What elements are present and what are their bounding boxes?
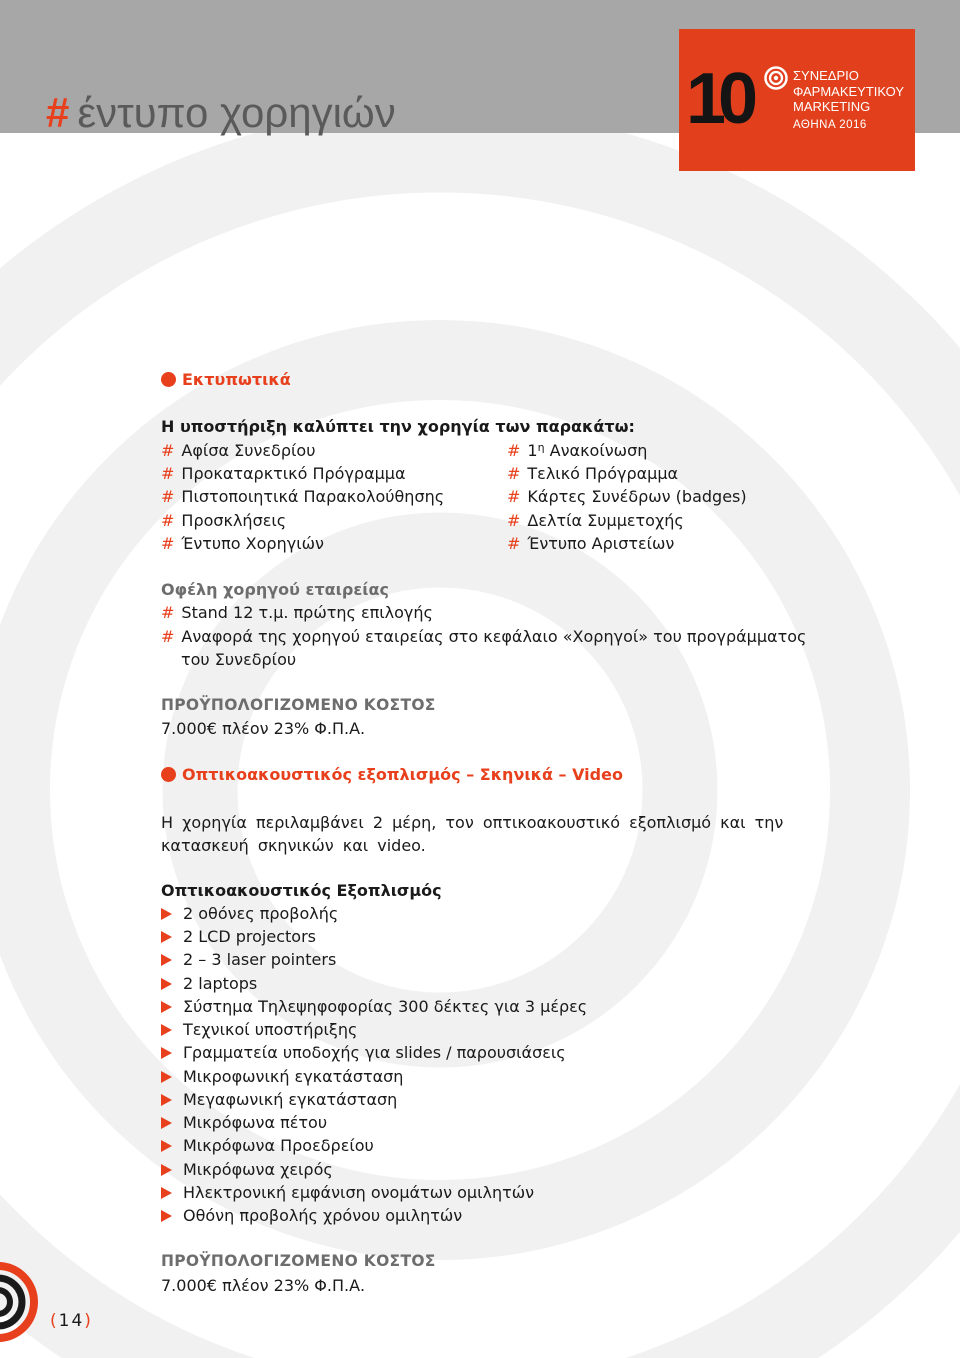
triangle-bullet-icon xyxy=(161,1117,172,1129)
hash-icon: # xyxy=(161,603,175,622)
section-heading-av xyxy=(161,765,623,784)
triangle-bullet-icon xyxy=(161,1210,172,1222)
list-item: # Προκαταρκτικό Πρόγραμμα xyxy=(161,464,406,483)
hash-icon: # xyxy=(161,511,175,530)
logo-text xyxy=(793,68,904,133)
triangle-bullet-icon xyxy=(161,1187,172,1199)
cost-value: 7.000€ πλέον 23% Φ.Π.Α. xyxy=(161,1276,366,1295)
list-item: # Έντυπο Χορηγιών xyxy=(161,534,324,553)
av-paragraph: Η χορηγία περιλαμβάνει 2 μέρη, τον οπτικοακουστικό εξοπλισμό και την κατασκευή σκηνικών και video. xyxy=(161,813,784,855)
list-item: # Προσκλήσεις xyxy=(161,511,287,530)
equipment-item: Οθόνη προβολής χρόνου ομιλητών xyxy=(161,1206,462,1225)
benefit-item: # Stand 12 τ.μ. πρώτης επιλογής xyxy=(161,603,433,622)
list-item: # $1^\eta$ Ανακοίνωση xyxy=(507,441,648,460)
list-item: # Πιστοποιητικά Παρακολούθησης xyxy=(161,487,445,506)
triangle-bullet-icon xyxy=(161,931,172,943)
triangle-bullet-icon xyxy=(161,1164,172,1176)
logo-location: ΑΘΗΝΑ 2016 xyxy=(793,118,867,131)
cost-heading: ΠΡΟΫΠΟΛΟΓΙΖΟΜΕΝΟ ΚΟΣΤΟΣ xyxy=(161,696,436,714)
equipment-item: Μικρόφωνα πέτου xyxy=(161,1113,327,1132)
triangle-bullet-icon xyxy=(161,978,172,990)
title-text: έντυπο χορηγιών xyxy=(77,89,396,136)
hash-icon: # xyxy=(507,441,521,460)
triangle-bullet-icon xyxy=(161,1047,172,1059)
page-title xyxy=(46,89,396,136)
section-heading-text: Οπτικοακουστικός εξοπλισμός – Σκηνικά – Video xyxy=(182,765,623,784)
page-number: (14) xyxy=(50,1311,93,1331)
equipment-item: Γραμματεία υποδοχής για slides / παρουσιάσεις xyxy=(161,1043,566,1062)
logo-number: 10 xyxy=(686,59,751,139)
list-item: # Έντυπο Αριστείων xyxy=(507,534,675,553)
equipment-item: 2 – 3 laser pointers xyxy=(161,950,336,969)
bullet-dot-icon xyxy=(161,372,176,387)
section-heading-print xyxy=(161,370,291,389)
cost-heading: ΠΡΟΫΠΟΛΟΓΙΖΟΜΕΝΟ ΚΟΣΤΟΣ xyxy=(161,1252,436,1270)
triangle-bullet-icon xyxy=(161,908,172,920)
equipment-item: Μικρόφωνα Προεδρείου xyxy=(161,1136,374,1155)
bullet-dot-icon xyxy=(161,767,176,782)
equipment-item: 2 laptops xyxy=(161,974,257,993)
benefits-heading: Οφέλη χορηγού εταιρείας xyxy=(161,580,389,599)
list-item: # Αφίσα Συνεδρίου xyxy=(161,441,316,460)
triangle-bullet-icon xyxy=(161,1140,172,1152)
footer-target-icon xyxy=(0,1256,40,1348)
equipment-item: Τεχνικοί υποστήριξης xyxy=(161,1020,357,1039)
triangle-bullet-icon xyxy=(161,1071,172,1083)
hash-icon: # xyxy=(507,534,521,553)
conference-logo xyxy=(679,29,915,171)
equipment-heading: Οπτικοακουστικός Εξοπλισμός xyxy=(161,881,442,900)
target-icon xyxy=(764,66,788,90)
hash-icon: # xyxy=(161,464,175,483)
logo-line: ΣΥΝΕΔΡΙΟ xyxy=(793,68,859,83)
hash-icon: # xyxy=(161,487,175,506)
list-item: # Κάρτες Συνέδρων (badges) xyxy=(507,487,747,506)
equipment-item: Σύστημα Τηλεψηφοφορίας 300 δέκτες για 3 μέρες xyxy=(161,997,587,1016)
equipment-item: Μικροφωνική εγκατάσταση xyxy=(161,1067,403,1086)
hash-icon: # xyxy=(507,464,521,483)
hash-icon: # xyxy=(507,487,521,506)
triangle-bullet-icon xyxy=(161,954,172,966)
hash-icon: # xyxy=(161,441,175,460)
triangle-bullet-icon xyxy=(161,1094,172,1106)
section-heading-text: Εκτυπωτικά xyxy=(182,370,291,389)
benefit-continuation: του Συνεδρίου xyxy=(181,650,297,669)
logo-line: MARKETING xyxy=(793,99,871,114)
equipment-item: Μικρόφωνα χειρός xyxy=(161,1160,333,1179)
equipment-item: 2 οθόνες προβολής xyxy=(161,904,338,923)
equipment-item: Ηλεκτρονική εμφάνιση ονομάτων ομιλητών xyxy=(161,1183,534,1202)
hash-icon: # xyxy=(507,511,521,530)
cost-value: 7.000€ πλέον 23% Φ.Π.Α. xyxy=(161,719,366,738)
hash-icon: # xyxy=(161,534,175,553)
hash-icon: # xyxy=(161,627,175,646)
support-intro: Η υποστήριξη καλύπτει την χορηγία των παρακάτω: xyxy=(161,417,635,436)
equipment-item: Μεγαφωνική εγκατάσταση xyxy=(161,1090,397,1109)
triangle-bullet-icon xyxy=(161,1001,172,1013)
equipment-item: 2 LCD projectors xyxy=(161,927,316,946)
triangle-bullet-icon xyxy=(161,1024,172,1036)
title-hash: # xyxy=(46,89,70,136)
logo-line: ΦΑΡΜΑΚΕΥΤΙΚΟΥ xyxy=(793,83,905,99)
list-item: # Τελικό Πρόγραμμα xyxy=(507,464,679,483)
benefit-item: # Αναφορά της χορηγού εταιρείας στο κεφάλαιο «Χορηγοί» του προγράμματος xyxy=(161,627,807,646)
list-item: # Δελτία Συμμετοχής xyxy=(507,511,684,530)
